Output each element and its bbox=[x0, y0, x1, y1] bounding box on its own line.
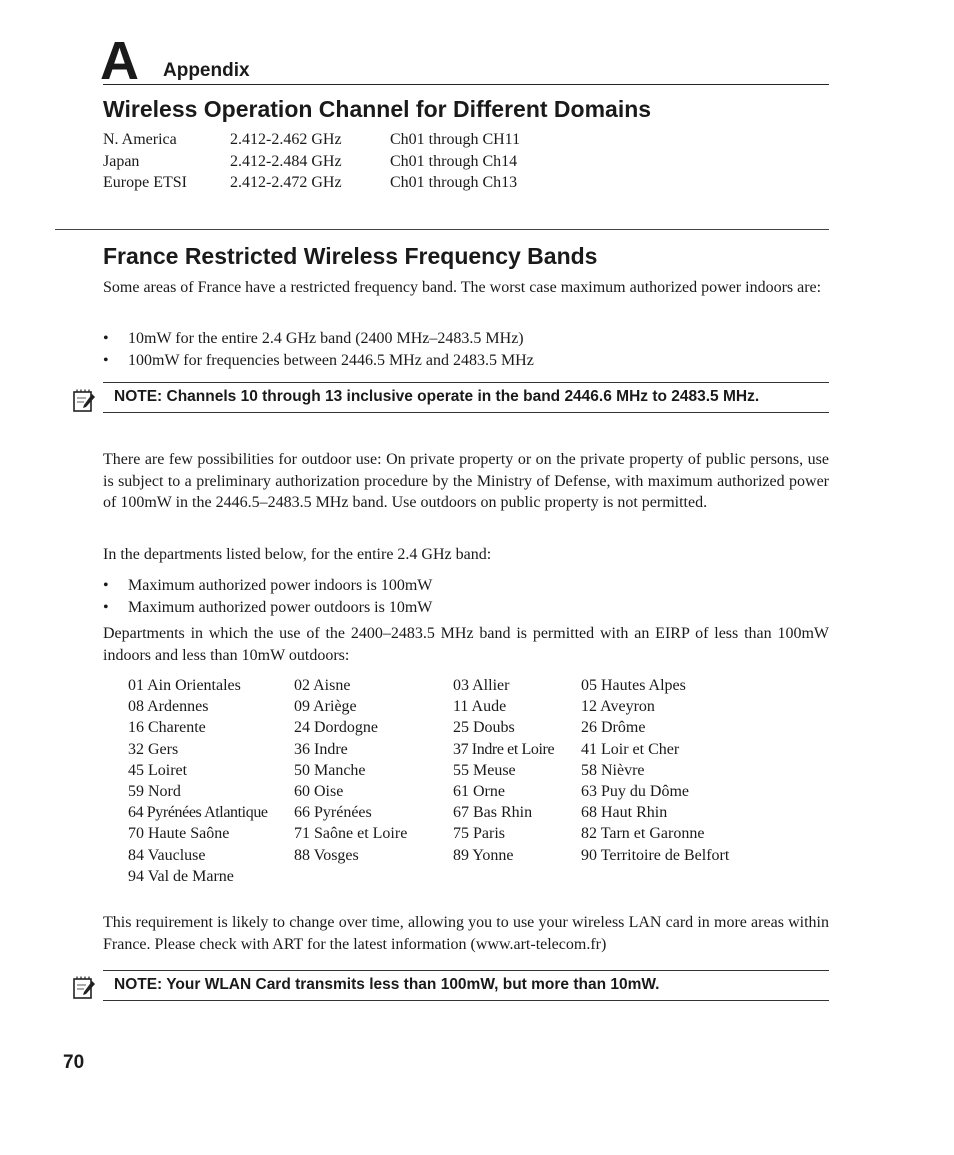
chapter-title: Appendix bbox=[163, 60, 250, 81]
header-rule bbox=[103, 84, 829, 85]
department-item: 36 Indre bbox=[294, 740, 348, 758]
department-item: 24 Dordogne bbox=[294, 719, 378, 737]
closing-paragraph: This requirement is likely to change over time, allowing you to use your wireless LAN card in more areas within France. Please check with ART for the latest information (www.art-telecom.fr) bbox=[103, 914, 829, 953]
departments-column bbox=[453, 675, 554, 866]
department-item: 55 Meuse bbox=[453, 761, 516, 779]
domain-channels: Ch01 through Ch13 bbox=[390, 174, 518, 191]
note-pad-icon bbox=[71, 975, 97, 1001]
department-item: 16 Charente bbox=[128, 719, 206, 737]
domain-region: Japan bbox=[103, 152, 140, 170]
department-power-list bbox=[103, 575, 829, 618]
department-item: 09 Ariège bbox=[294, 698, 357, 716]
section-divider bbox=[55, 229, 829, 230]
list-item: • 100mW for frequencies between 2446.5 MHz and 2483.5 MHz bbox=[103, 351, 534, 369]
page-number: 70 bbox=[63, 1052, 85, 1073]
note-rule-top bbox=[103, 970, 829, 971]
department-item: 82 Tarn et Garonne bbox=[581, 825, 705, 843]
department-item: 41 Loir et Cher bbox=[581, 740, 680, 758]
list-item: • 10mW for the entire 2.4 GHz band (2400 MHz–2483.5 MHz) bbox=[103, 330, 524, 347]
department-item: 58 Nièvre bbox=[581, 761, 645, 779]
domain-frequency: 2.412-2.462 GHz bbox=[230, 131, 342, 148]
domain-frequency: 2.412-2.472 GHz bbox=[230, 174, 342, 191]
department-item: 70 Haute Saône bbox=[128, 825, 230, 843]
section-title-channels: Wireless Operation Channel for Different Domains bbox=[103, 96, 652, 122]
department-item: 37 Indre et Loire bbox=[453, 740, 555, 758]
department-item: 26 Drôme bbox=[581, 719, 646, 737]
domain-region: Europe ETSI bbox=[103, 174, 187, 191]
department-item: 84 Vaucluse bbox=[128, 846, 206, 864]
department-item: 64 Pyrénées Atlantique bbox=[128, 804, 268, 822]
department-item: 75 Paris bbox=[453, 825, 505, 843]
note-rule-bottom bbox=[103, 412, 829, 413]
department-item: 67 Bas Rhin bbox=[453, 804, 533, 822]
department-item: 03 Allier bbox=[453, 677, 510, 694]
department-item: 11 Aude bbox=[453, 698, 507, 716]
department-item: 68 Haut Rhin bbox=[581, 804, 668, 822]
note-rule-top bbox=[103, 382, 829, 383]
department-item: 90 Territoire de Belfort bbox=[581, 846, 730, 864]
department-item: 66 Pyrénées bbox=[294, 804, 372, 822]
department-item: 01 Ain Orientales bbox=[128, 677, 241, 694]
department-item: 25 Doubs bbox=[453, 719, 515, 737]
note-pad-icon bbox=[71, 388, 97, 414]
departments-column bbox=[294, 675, 407, 866]
departments-column bbox=[581, 675, 729, 866]
department-item: 08 Ardennes bbox=[128, 698, 209, 716]
note-wlan-power: NOTE: Your WLAN Card transmits less than 100mW, but more than 10mW. bbox=[114, 976, 660, 993]
department-item: 94 Val de Marne bbox=[128, 867, 234, 885]
domain-channels: Ch01 through CH11 bbox=[390, 131, 521, 148]
outdoor-paragraph: There are few possibilities for outdoor use: On private property or on the private property of public persons, use is subject to a preliminary authorization procedure by the Ministry of Defense, with maximum authorized power of 100mW in the 2446.5–2483.5 MHz band. Use outdoors on public property is not permitted. bbox=[103, 451, 829, 511]
department-item: 50 Manche bbox=[294, 761, 366, 779]
department-item: 63 Puy du Dôme bbox=[581, 782, 689, 800]
department-item: 32 Gers bbox=[128, 740, 179, 758]
domain-channels: Ch01 through Ch14 bbox=[390, 152, 518, 170]
section-title-france: France Restricted Wireless Frequency Bands bbox=[103, 243, 598, 269]
department-item: 12 Aveyron bbox=[581, 698, 655, 716]
domain-region: N. America bbox=[103, 131, 177, 148]
departments-intro: In the departments listed below, for the entire 2.4 GHz band: bbox=[103, 546, 492, 563]
intro-paragraph: Some areas of France have a restricted frequency band. The worst case maximum authorized power indoors are: bbox=[103, 279, 822, 296]
department-item: 59 Nord bbox=[128, 782, 181, 800]
list-item: • Maximum authorized power indoors is 100mW bbox=[103, 577, 433, 594]
department-item: 88 Vosges bbox=[294, 846, 359, 864]
department-item: 71 Saône et Loire bbox=[294, 825, 408, 843]
indoor-power-list bbox=[103, 328, 829, 371]
eirp-paragraph: Departments in which the use of the 2400–2483.5 MHz band is permitted with an EIRP of less than 100mW indoors and less than 10mW outdoors: bbox=[103, 625, 829, 664]
department-item: 89 Yonne bbox=[453, 846, 514, 864]
list-item: • Maximum authorized power outdoors is 10mW bbox=[103, 598, 433, 616]
department-item: 60 Oise bbox=[294, 782, 344, 800]
department-item: 61 Orne bbox=[453, 782, 505, 800]
departments-column bbox=[128, 675, 268, 887]
department-item: 45 Loiret bbox=[128, 761, 188, 779]
chapter-letter: A bbox=[100, 31, 139, 91]
department-item: 02 Aisne bbox=[294, 677, 351, 694]
department-item: 05 Hautes Alpes bbox=[581, 677, 686, 694]
domain-frequency: 2.412-2.484 GHz bbox=[230, 152, 342, 170]
note-channels: NOTE: Channels 10 through 13 inclusive operate in the band 2446.6 MHz to 2483.5 MHz. bbox=[114, 388, 760, 405]
note-rule-bottom bbox=[103, 1000, 829, 1001]
